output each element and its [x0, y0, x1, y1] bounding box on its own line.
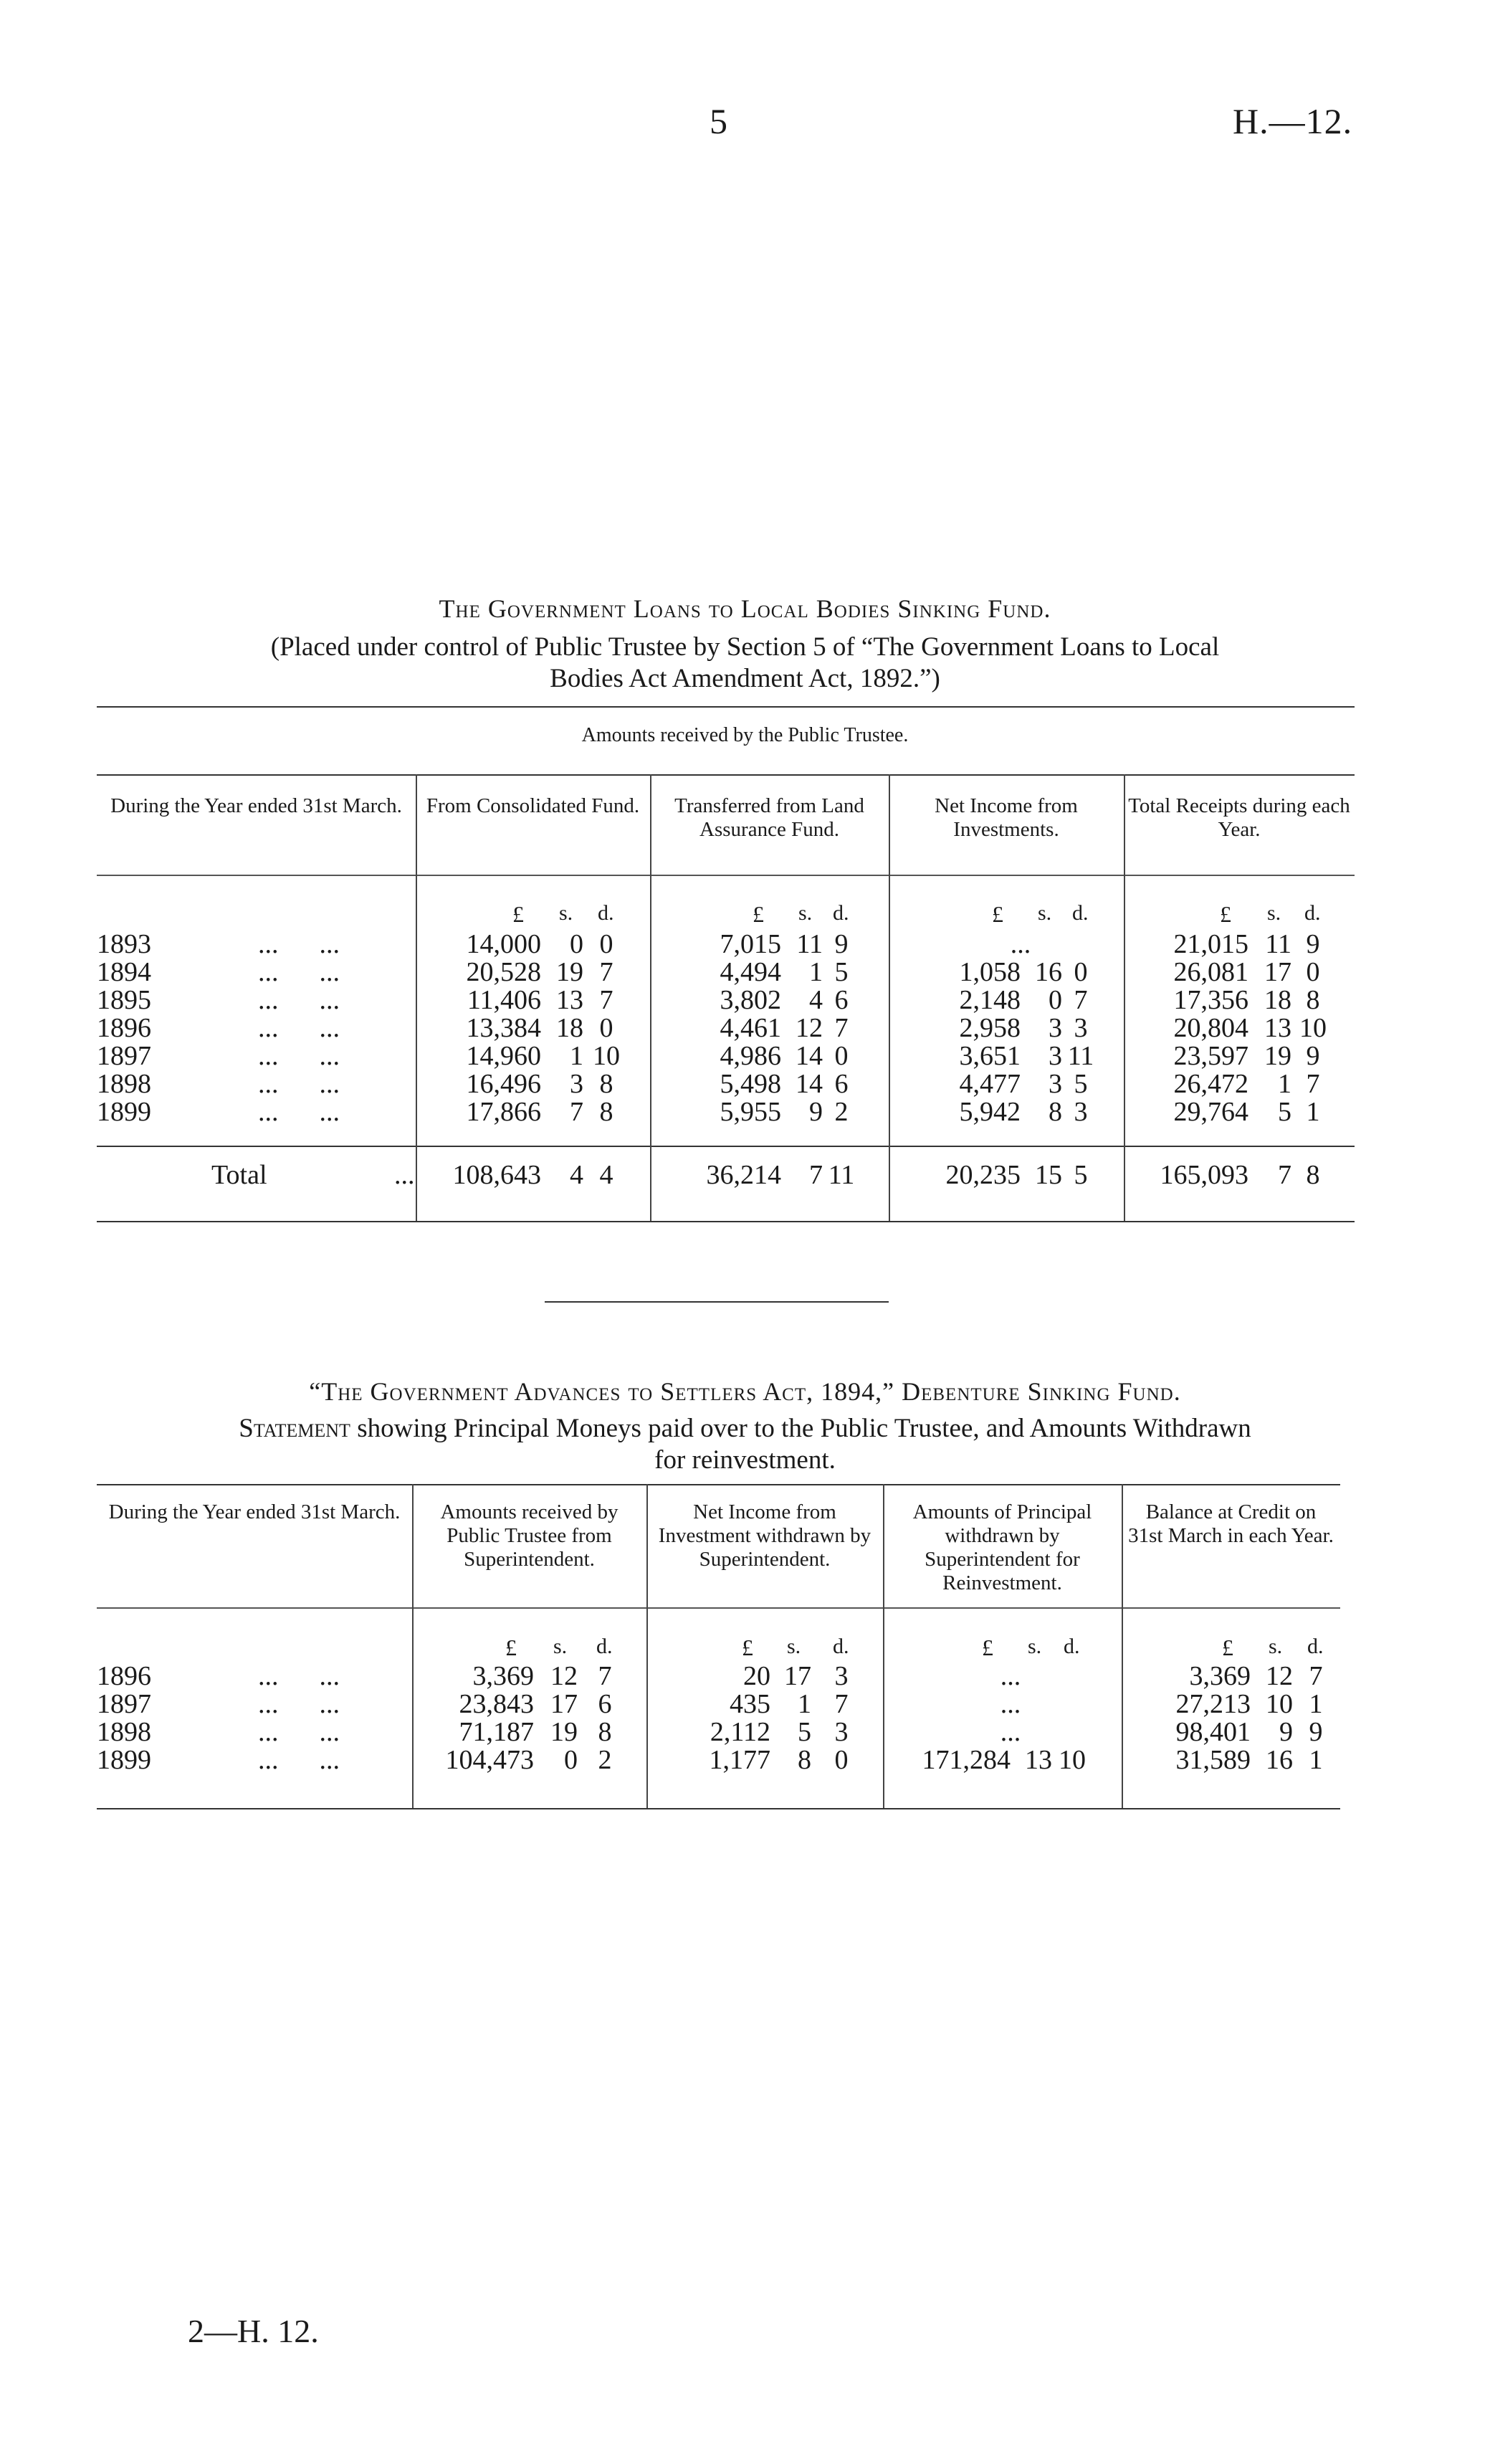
- section2-subtitle-line1: [0, 1414, 1490, 1444]
- section2-bottom-rule: [97, 1808, 1340, 1809]
- section2-unit-pence: d.: [1307, 1635, 1324, 1658]
- section1-cell-pounds: 17,866: [466, 1097, 541, 1127]
- section1-cell-pence: 10: [593, 1041, 620, 1071]
- section1-total-label: Total: [211, 1160, 267, 1190]
- section1-cell-pence: 9: [1306, 1041, 1320, 1071]
- section1-cell-pence: 6: [834, 1069, 849, 1099]
- section1-bottom-rule: [97, 1221, 1355, 1222]
- section2-cell-pence: 7: [598, 1661, 612, 1691]
- section1-column-header: From Consolidated Fund.: [426, 794, 640, 817]
- section1-unit-pound: £: [992, 901, 1003, 927]
- section2-cell-shillings: 0: [564, 1745, 578, 1775]
- section2-unit-shilling: s.: [787, 1635, 801, 1658]
- section1-cell-pence: 0: [599, 1013, 613, 1043]
- section1-row-leader: ... ...: [258, 1069, 340, 1099]
- section1-cell-pounds: 3,651: [959, 1041, 1021, 1071]
- section1-unit-pound: £: [512, 901, 524, 927]
- section1-cell-pounds: 5,942: [959, 1097, 1021, 1127]
- section1-row-leader: ... ...: [258, 1013, 340, 1043]
- section2-cell-pounds: 71,187: [459, 1717, 534, 1747]
- section2-cell-pounds: ...: [1000, 1689, 1021, 1719]
- section1-cell-shillings: 4: [570, 1160, 583, 1190]
- section2-unit-pence: d.: [1064, 1635, 1080, 1658]
- section1-caption: Amounts received by the Public Trustee.: [581, 724, 909, 746]
- section1-cell-pounds: 4,986: [720, 1041, 781, 1071]
- section2-cell-pounds: 2,112: [710, 1717, 770, 1747]
- section1-cell-pence: 0: [1306, 957, 1320, 987]
- section1-cell-pence: 11: [1067, 1041, 1094, 1071]
- section2-cell-pence: 1: [1309, 1689, 1323, 1719]
- section1-cell-shillings: 3: [1049, 1041, 1062, 1071]
- section1-cell-shillings: 14: [796, 1069, 823, 1099]
- section1-cell-shillings: 13: [556, 985, 583, 1015]
- section1-cell-pence: 5: [834, 957, 849, 987]
- section1-cell-pounds: ...: [1010, 929, 1031, 959]
- section2-title: “The Government Advances to Settlers Act, 1894,” Debenture Sinking Fund.: [309, 1377, 1181, 1406]
- section1-cell-pence: 5: [1074, 1160, 1088, 1190]
- section1-column-header: Transferred from Land Assurance Fund.: [674, 794, 864, 841]
- section2-cell-pence: 7: [834, 1689, 849, 1719]
- section2-unit-pound: £: [1222, 1635, 1233, 1660]
- section1-cell-pounds: 14,960: [466, 1041, 541, 1071]
- section2-row-year: 1899: [97, 1745, 151, 1775]
- section1-cell-pence: 9: [834, 929, 849, 959]
- section1-cell-pounds: 21,015: [1173, 929, 1248, 959]
- section2-cell-shillings: 10: [1266, 1689, 1293, 1719]
- section2-column-header: Amounts received by Public Trustee from Superintendent.: [440, 1500, 619, 1571]
- section1-cell-pence: 10: [1299, 1013, 1327, 1043]
- section1-cell-pounds: 11,406: [467, 985, 541, 1015]
- section1-cell-pounds: 13,384: [466, 1013, 541, 1043]
- section2-unit-pound: £: [742, 1635, 753, 1660]
- section2-cell-pounds: 27,213: [1175, 1689, 1251, 1719]
- section1-cell-pence: 6: [834, 985, 849, 1015]
- section2-cell-shillings: 5: [798, 1717, 811, 1747]
- section2-cell-pounds: 104,473: [445, 1745, 534, 1775]
- section2-cell-pence: 3: [834, 1717, 849, 1747]
- section1-row-leader: ... ...: [258, 985, 340, 1015]
- section2-cell-pence: 9: [1309, 1717, 1323, 1747]
- section2-cell-pounds: 3,369: [1189, 1661, 1251, 1691]
- section1-header-top-rule: [97, 774, 1355, 776]
- section1-cell-pence: 7: [1306, 1069, 1320, 1099]
- section2-cell-pounds: 3,369: [472, 1661, 534, 1691]
- section2-cell-pounds: 435: [730, 1689, 770, 1719]
- section2-cell-shillings: 8: [798, 1745, 811, 1775]
- section2-column-header: During the Year ended 31st March.: [108, 1500, 401, 1523]
- section2-cell-shillings: 17: [550, 1689, 578, 1719]
- section1-row-year: 1895: [97, 985, 151, 1015]
- section1-cell-pence: 7: [834, 1013, 849, 1043]
- section2-cell-pence: 0: [834, 1745, 849, 1775]
- section1-cell-pence: 1: [1306, 1097, 1320, 1127]
- page-number: 5: [710, 101, 727, 141]
- section1-unit-shilling: s.: [559, 901, 573, 925]
- section1-cell-shillings: 0: [570, 929, 583, 959]
- section1-column-header: Net Income from Investments.: [935, 794, 1078, 841]
- section1-cell-pounds: 20,235: [945, 1160, 1021, 1190]
- section2-subtitle-line2: for reinvestment.: [654, 1445, 836, 1475]
- section1-row-year: 1899: [97, 1097, 151, 1127]
- section1-title: The Government Loans to Local Bodies Sinking Fund.: [439, 594, 1051, 623]
- section2-cell-pounds: 1,177: [709, 1745, 770, 1775]
- section1-cell-pence: 5: [1074, 1069, 1088, 1099]
- section1-unit-pound: £: [1220, 901, 1231, 927]
- section1-row-leader: ... ...: [258, 1041, 340, 1071]
- footer-signature: 2—H. 12.: [188, 2313, 319, 2349]
- section2-cell-pence: 2: [598, 1745, 612, 1775]
- section1-cell-shillings: 18: [1264, 985, 1291, 1015]
- section1-unit-pence: d.: [1072, 901, 1089, 925]
- section1-cell-pence: 8: [1306, 985, 1320, 1015]
- section1-cell-shillings: 1: [809, 957, 823, 987]
- section2-unit-pound: £: [982, 1635, 993, 1660]
- section1-cell-shillings: 1: [1278, 1069, 1291, 1099]
- section2-cell-shillings: 9: [1279, 1717, 1293, 1747]
- section1-unit-shilling: s.: [798, 901, 813, 925]
- section1-cell-shillings: 12: [796, 1013, 823, 1043]
- section2-column-header: Balance at Credit on 31st March in each Year.: [1128, 1500, 1334, 1547]
- section2-header-top-rule: [97, 1484, 1340, 1485]
- section1-cell-pence: 2: [834, 1097, 849, 1127]
- section2-cell-pounds: 20: [743, 1661, 770, 1691]
- section1-unit-pence: d.: [833, 901, 849, 925]
- section1-cell-shillings: 3: [1049, 1013, 1062, 1043]
- section1-cell-shillings: 5: [1278, 1097, 1291, 1127]
- section1-cell-shillings: 1: [570, 1041, 583, 1071]
- section1-header-bottom-rule: [97, 875, 1355, 876]
- section2-column-header: Net Income from Investment withdrawn by Superintendent.: [658, 1500, 871, 1571]
- section2-header-bottom-rule: [97, 1607, 1340, 1609]
- section1-row-year: 1893: [97, 929, 151, 959]
- section2-cell-shillings: 17: [784, 1661, 811, 1691]
- section1-cell-pounds: 2,148: [959, 985, 1021, 1015]
- section1-cell-shillings: 3: [1049, 1069, 1062, 1099]
- section1-cell-pounds: 14,000: [466, 929, 541, 959]
- section1-row-leader: ... ...: [258, 929, 340, 959]
- section2-cell-shillings: 12: [550, 1661, 578, 1691]
- section2-cell-pounds: ...: [1000, 1661, 1021, 1691]
- section2-cell-pence: 6: [598, 1689, 612, 1719]
- section2-row-year: 1897: [97, 1689, 151, 1719]
- section2-cell-shillings: 16: [1266, 1745, 1293, 1775]
- section1-cell-pence: 3: [1074, 1097, 1088, 1127]
- section2-cell-pounds: 31,589: [1175, 1745, 1251, 1775]
- section2-unit-pence: d.: [833, 1635, 849, 1658]
- section2-row-year: 1896: [97, 1661, 151, 1691]
- section1-cell-pence: 3: [1074, 1013, 1088, 1043]
- section1-cell-pounds: 165,093: [1160, 1160, 1248, 1190]
- section2-row-leader: ... ...: [258, 1717, 340, 1747]
- section2-row-year: 1898: [97, 1717, 151, 1747]
- section2-cell-shillings: 19: [550, 1717, 578, 1747]
- section2-cell-pence: 8: [598, 1717, 612, 1747]
- section1-cell-shillings: 11: [1265, 929, 1291, 959]
- section1-cell-pounds: 23,597: [1173, 1041, 1248, 1071]
- section1-unit-pence: d.: [1304, 901, 1321, 925]
- section1-column-header: Total Receipts during each Year.: [1128, 794, 1350, 841]
- section1-cell-pounds: 5,498: [720, 1069, 781, 1099]
- section1-row-leader: ... ...: [258, 957, 340, 987]
- section1-cell-pounds: 1,058: [959, 957, 1021, 987]
- section1-cell-pence: 11: [828, 1160, 855, 1190]
- section1-cell-pounds: 26,472: [1173, 1069, 1248, 1099]
- section1-subtitle-line2: Bodies Act Amendment Act, 1892.”): [550, 664, 940, 693]
- section2-subtitle-lead: Statement: [239, 1414, 350, 1443]
- section1-row-year: 1894: [97, 957, 151, 987]
- section2-row-leader: ... ...: [258, 1661, 340, 1691]
- section1-row-year: 1897: [97, 1041, 151, 1071]
- section1-cell-pounds: 3,802: [720, 985, 781, 1015]
- section1-column-header: During the Year ended 31st March.: [110, 794, 402, 817]
- section1-cell-pounds: 4,461: [720, 1013, 781, 1043]
- section2-cell-pence: 7: [1309, 1661, 1323, 1691]
- section2-cell-pounds: ...: [1000, 1717, 1021, 1747]
- section1-cell-pounds: 7,015: [720, 929, 781, 959]
- section1-cell-shillings: 8: [1049, 1097, 1062, 1127]
- section2-cell-pence: 3: [834, 1661, 849, 1691]
- document-reference: H.—12.: [1233, 101, 1353, 141]
- section1-unit-pound: £: [753, 901, 764, 927]
- section2-unit-shilling: s.: [1028, 1635, 1042, 1658]
- section1-cell-shillings: 18: [556, 1013, 583, 1043]
- section1-cell-shillings: 7: [809, 1160, 823, 1190]
- section1-row-leader: ... ...: [258, 1097, 340, 1127]
- section2-unit-shilling: s.: [1269, 1635, 1283, 1658]
- section1-cell-pounds: 17,356: [1173, 985, 1248, 1015]
- section1-total-rule: [97, 1146, 1355, 1147]
- section1-cell-pence: 7: [599, 957, 613, 987]
- section2-cell-pounds: 23,843: [459, 1689, 534, 1719]
- section1-cell-pence: 8: [599, 1097, 613, 1127]
- section1-cell-pence: 0: [599, 929, 613, 959]
- section1-cell-pence: 8: [1306, 1160, 1320, 1190]
- section1-cell-shillings: 19: [1264, 1041, 1291, 1071]
- section1-row-year: 1896: [97, 1013, 151, 1043]
- section1-cell-shillings: 19: [556, 957, 583, 987]
- section1-cell-pounds: 16,496: [466, 1069, 541, 1099]
- section2-unit-pence: d.: [596, 1635, 613, 1658]
- section1-cell-pounds: 108,643: [452, 1160, 541, 1190]
- section1-cell-pounds: 4,494: [720, 957, 781, 987]
- section1-cell-pounds: 20,528: [466, 957, 541, 987]
- section1-cell-pence: 7: [1074, 985, 1088, 1015]
- section1-cell-shillings: 14: [796, 1041, 823, 1071]
- section2-column-header: Amounts of Principal withdrawn by Superintendent for Reinvestment.: [912, 1500, 1092, 1594]
- section1-cell-shillings: 0: [1049, 985, 1062, 1015]
- section2-cell-shillings: 13: [1025, 1745, 1052, 1775]
- section2-unit-shilling: s.: [553, 1635, 568, 1658]
- section1-cell-pence: 0: [1074, 957, 1088, 987]
- section1-cell-shillings: 3: [570, 1069, 583, 1099]
- section1-cell-pence: 7: [599, 985, 613, 1015]
- section1-row-year: 1898: [97, 1069, 151, 1099]
- section1-cell-shillings: 11: [796, 929, 823, 959]
- section1-cell-pounds: 26,081: [1173, 957, 1248, 987]
- section2-cell-shillings: 12: [1266, 1661, 1293, 1691]
- section2-cell-pence: 1: [1309, 1745, 1323, 1775]
- section2-subtitle-text: showing Principal Moneys paid over to the Public Trustee, and Amounts Withdrawn: [357, 1414, 1251, 1443]
- section1-cell-pence: 8: [599, 1069, 613, 1099]
- section2-cell-pounds: 171,284: [922, 1745, 1011, 1775]
- section1-top-rule: [97, 706, 1355, 708]
- section2-cell-shillings: 1: [798, 1689, 811, 1719]
- section2-row-leader: ... ...: [258, 1745, 340, 1775]
- section1-unit-shilling: s.: [1267, 901, 1281, 925]
- section1-cell-shillings: 13: [1264, 1013, 1291, 1043]
- section1-cell-pounds: 29,764: [1173, 1097, 1248, 1127]
- section1-cell-shillings: 16: [1035, 957, 1062, 987]
- section2-row-leader: ... ...: [258, 1689, 340, 1719]
- section1-cell-pounds: 5,955: [720, 1097, 781, 1127]
- section1-cell-pence: 4: [599, 1160, 613, 1190]
- section1-cell-shillings: 9: [809, 1097, 823, 1127]
- section2-unit-pound: £: [505, 1635, 517, 1660]
- section1-cell-pounds: 2,958: [959, 1013, 1021, 1043]
- section1-cell-pence: 9: [1306, 929, 1320, 959]
- section2-cell-pence: 10: [1059, 1745, 1086, 1775]
- section1-unit-shilling: s.: [1038, 901, 1052, 925]
- section1-cell-pounds: 36,214: [706, 1160, 781, 1190]
- section1-cell-shillings: 7: [570, 1097, 583, 1127]
- section1-subtitle-line1: (Placed under control of Public Trustee by Section 5 of “The Government Loans to Local: [270, 632, 1220, 662]
- section1-total-leader: ...: [394, 1160, 415, 1190]
- section1-cell-pounds: 20,804: [1173, 1013, 1248, 1043]
- section1-cell-shillings: 17: [1264, 957, 1291, 987]
- section1-cell-shillings: 7: [1278, 1160, 1291, 1190]
- section1-cell-shillings: 4: [809, 985, 823, 1015]
- section2-cell-pounds: 98,401: [1175, 1717, 1251, 1747]
- section1-cell-pence: 0: [834, 1041, 849, 1071]
- section1-cell-shillings: 15: [1035, 1160, 1062, 1190]
- section1-cell-pounds: 4,477: [959, 1069, 1021, 1099]
- section1-unit-pence: d.: [598, 901, 614, 925]
- section-divider: [545, 1301, 889, 1303]
